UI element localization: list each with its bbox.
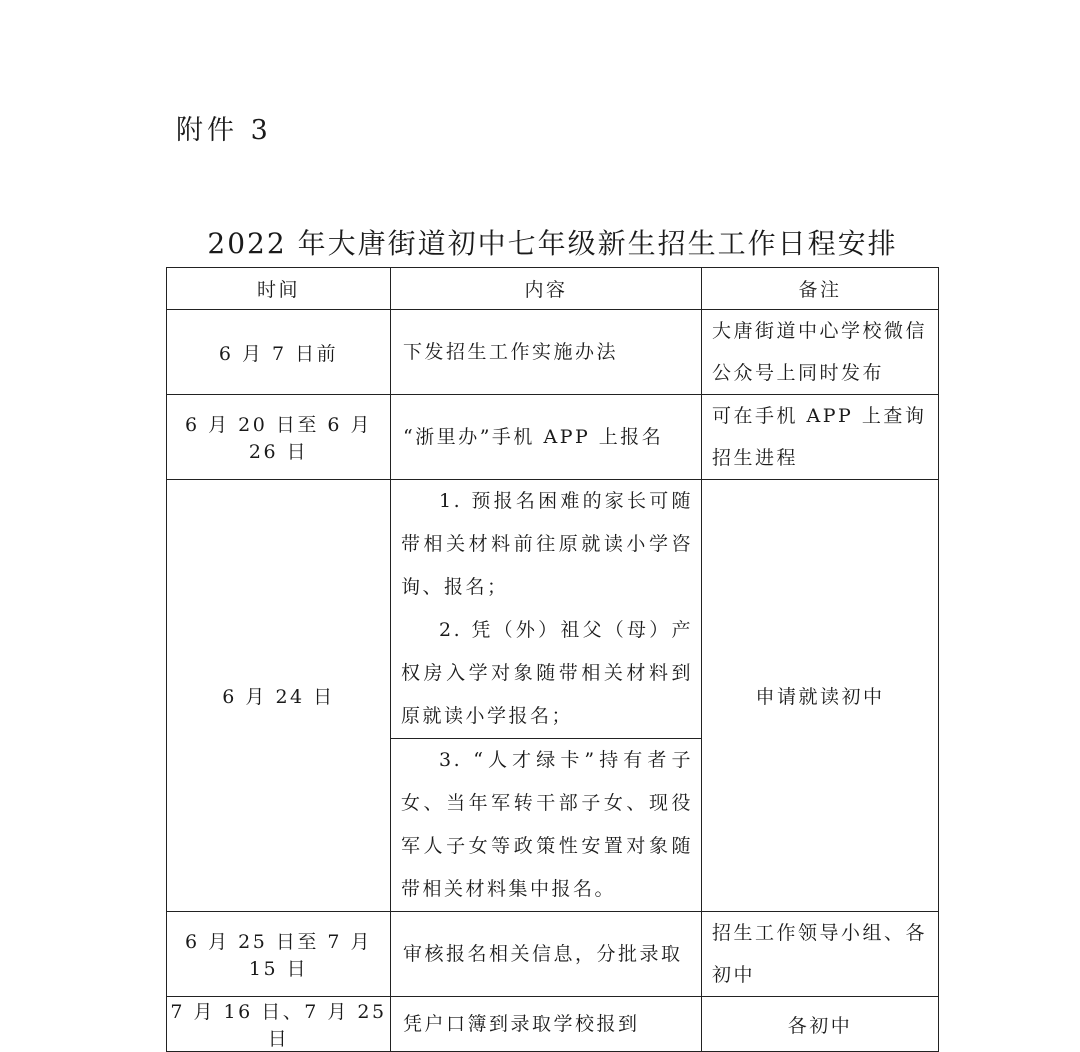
table-row (167, 310, 939, 395)
header-time: 时间 (167, 268, 391, 310)
table-header-row (167, 268, 939, 310)
schedule-table (166, 267, 939, 1052)
content-item: 1. 预报名困难的家长可随带相关材料前往原就读小学咨询、报名； (401, 490, 693, 598)
table-row (167, 997, 939, 1052)
row-note: 大唐街道中心学校微信公众号上同时发布 (702, 310, 939, 395)
table-row (167, 480, 939, 739)
content-item: 3. “人才绿卡”持有者子女、当年军转干部子女、现役军人子女等政策性安置对象随带相关材料集中报名。 (401, 749, 693, 900)
row-content: 下发招生工作实施办法 (391, 310, 702, 395)
row-time: 6 月 20 日至 6 月 26 日 (167, 395, 391, 480)
row-content-item-3 (391, 739, 702, 912)
header-content: 内容 (391, 268, 702, 310)
table-row (167, 912, 939, 997)
header-note: 备注 (702, 268, 939, 310)
row-note: 各初中 (702, 997, 939, 1052)
row-note: 可在手机 APP 上查询招生进程 (702, 395, 939, 480)
row-content: 凭户口簿到录取学校报到 (391, 997, 702, 1052)
row-time: 7 月 16 日、7 月 25 日 (167, 997, 391, 1052)
row-time: 6 月 7 日前 (167, 310, 391, 395)
row-note: 申请就读初中 (702, 480, 939, 912)
document-title: 2022 年大唐街道初中七年级新生招生工作日程安排 (207, 227, 898, 260)
row-content-items-1-2 (391, 480, 702, 739)
table-row (167, 395, 939, 480)
row-time: 6 月 24 日 (167, 480, 391, 912)
row-note: 招生工作领导小组、各初中 (702, 912, 939, 997)
attachment-label: 附件 3 (176, 115, 272, 146)
content-item: 2. 凭（外）祖父（母）产权房入学对象随带相关材料到原就读小学报名； (401, 619, 693, 727)
row-time: 6 月 25 日至 7 月 15 日 (167, 912, 391, 997)
row-content: “浙里办”手机 APP 上报名 (391, 395, 702, 480)
row-content: 审核报名相关信息，分批录取 (391, 912, 702, 997)
